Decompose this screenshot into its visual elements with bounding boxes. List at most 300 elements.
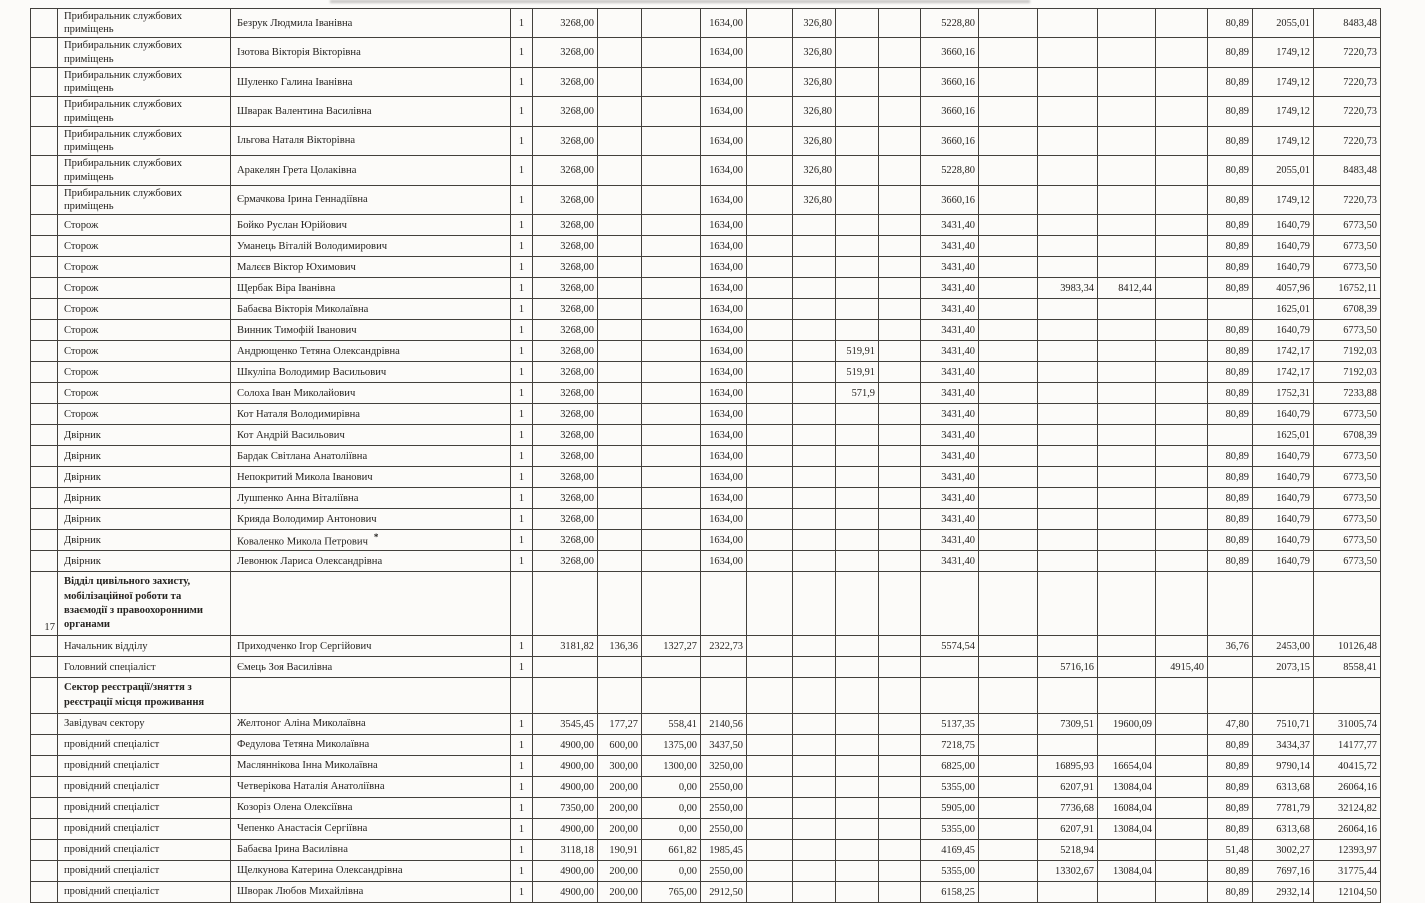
amount-cell: 519,91 [836, 362, 879, 383]
amount-cell [747, 215, 793, 236]
amount-cell [1156, 383, 1208, 404]
staff-count-cell: 1 [511, 530, 533, 551]
page-top-scan-artifact [330, 0, 1030, 3]
amount-cell [979, 9, 1038, 38]
amount-cell: 3431,40 [921, 425, 979, 446]
amount-cell: 1640,79 [1253, 467, 1314, 488]
position-cell: провідний спеціаліст [58, 840, 231, 861]
amount-cell [598, 509, 642, 530]
amount-cell [921, 572, 979, 636]
amount-cell: 1634,00 [701, 156, 747, 185]
amount-cell [979, 185, 1038, 214]
amount-cell: 5228,80 [921, 156, 979, 185]
amount-cell [1156, 236, 1208, 257]
amount-cell: 3431,40 [921, 299, 979, 320]
amount-cell: 1634,00 [701, 551, 747, 572]
amount-cell [1038, 404, 1098, 425]
amount-cell: 4900,00 [533, 756, 598, 777]
row-number-cell [31, 678, 58, 714]
handwritten-mark: * [373, 531, 379, 542]
amount-cell [598, 156, 642, 185]
staff-count-cell: 1 [511, 9, 533, 38]
amount-cell [1098, 467, 1156, 488]
amount-cell [793, 488, 836, 509]
amount-cell: 26064,16 [1314, 777, 1381, 798]
amount-cell [1156, 735, 1208, 756]
amount-cell [598, 362, 642, 383]
amount-cell [879, 735, 921, 756]
amount-cell: 7220,73 [1314, 185, 1381, 214]
amount-cell: 5355,00 [921, 777, 979, 798]
employee-row [31, 882, 1381, 903]
amount-cell: 2550,00 [701, 777, 747, 798]
amount-cell [1156, 572, 1208, 636]
row-number-cell [31, 882, 58, 903]
amount-cell: 6773,50 [1314, 509, 1381, 530]
amount-cell: 6207,91 [1038, 819, 1098, 840]
amount-cell [979, 257, 1038, 278]
staff-count-cell: 1 [511, 257, 533, 278]
amount-cell [1038, 678, 1098, 714]
position-cell: Сторож [58, 236, 231, 257]
section-row [31, 678, 1381, 714]
amount-cell [1156, 257, 1208, 278]
amount-cell [747, 657, 793, 678]
staff-count-cell: 1 [511, 777, 533, 798]
amount-cell: 1634,00 [701, 404, 747, 425]
amount-cell: 4057,96 [1253, 278, 1314, 299]
amount-cell [1098, 530, 1156, 551]
amount-cell [747, 341, 793, 362]
amount-cell: 8558,41 [1314, 657, 1381, 678]
staff-count-cell: 1 [511, 636, 533, 657]
amount-cell: 4900,00 [533, 861, 598, 882]
amount-cell [1156, 777, 1208, 798]
employee-name-cell [231, 572, 511, 636]
position-cell: Двірник [58, 425, 231, 446]
amount-cell [1038, 572, 1098, 636]
employee-row [31, 657, 1381, 678]
amount-cell [1253, 572, 1314, 636]
row-number-cell [31, 861, 58, 882]
amount-cell: 3983,34 [1038, 278, 1098, 299]
amount-cell [598, 38, 642, 67]
amount-cell: 4900,00 [533, 735, 598, 756]
amount-cell [598, 97, 642, 126]
section-title-cell: Сектор реєстрації/зняття з реєстрації місця проживання [58, 678, 231, 714]
amount-cell [701, 657, 747, 678]
amount-cell [979, 425, 1038, 446]
amount-cell [1156, 756, 1208, 777]
amount-cell [879, 678, 921, 714]
amount-cell [793, 509, 836, 530]
amount-cell: 7218,75 [921, 735, 979, 756]
amount-cell: 1640,79 [1253, 530, 1314, 551]
amount-cell [747, 362, 793, 383]
amount-cell [1038, 9, 1098, 38]
employee-name-cell: Єрмачкова Ірина Геннадіївна [231, 185, 511, 214]
amount-cell [836, 299, 879, 320]
amount-cell: 3660,16 [921, 38, 979, 67]
amount-cell: 3268,00 [533, 97, 598, 126]
row-number-cell [31, 714, 58, 735]
amount-cell: 2073,15 [1253, 657, 1314, 678]
amount-cell: 12393,97 [1314, 840, 1381, 861]
employee-name-cell: Крияда Володимир Антонович [231, 509, 511, 530]
amount-cell: 1375,00 [642, 735, 701, 756]
position-cell: Двірник [58, 509, 231, 530]
amount-cell: 3431,40 [921, 488, 979, 509]
amount-cell: 80,89 [1208, 9, 1253, 38]
amount-cell: 3545,45 [533, 714, 598, 735]
amount-cell [1208, 299, 1253, 320]
staff-count-cell: 1 [511, 446, 533, 467]
staff-count-cell: 1 [511, 819, 533, 840]
amount-cell: 8412,44 [1098, 278, 1156, 299]
amount-cell: 3660,16 [921, 185, 979, 214]
amount-cell: 7736,68 [1038, 798, 1098, 819]
amount-cell: 200,00 [598, 798, 642, 819]
employee-row [31, 777, 1381, 798]
employee-row [31, 798, 1381, 819]
amount-cell: 326,80 [793, 156, 836, 185]
amount-cell [747, 97, 793, 126]
amount-cell: 13084,04 [1098, 819, 1156, 840]
amount-cell [642, 551, 701, 572]
staff-count-cell [511, 572, 533, 636]
amount-cell [747, 299, 793, 320]
amount-cell [1038, 446, 1098, 467]
amount-cell [979, 97, 1038, 126]
amount-cell [921, 678, 979, 714]
amount-cell [836, 861, 879, 882]
amount-cell: 80,89 [1208, 756, 1253, 777]
amount-cell: 80,89 [1208, 861, 1253, 882]
amount-cell [701, 572, 747, 636]
amount-cell: 1640,79 [1253, 320, 1314, 341]
amount-cell [793, 446, 836, 467]
amount-cell [1098, 156, 1156, 185]
amount-cell [879, 798, 921, 819]
amount-cell [1314, 678, 1381, 714]
position-cell: Двірник [58, 488, 231, 509]
amount-cell [747, 509, 793, 530]
amount-cell [598, 278, 642, 299]
amount-cell [1098, 572, 1156, 636]
amount-cell: 3431,40 [921, 341, 979, 362]
amount-cell: 3268,00 [533, 299, 598, 320]
row-number-cell [31, 735, 58, 756]
staff-count-cell: 1 [511, 882, 533, 903]
amount-cell: 32124,82 [1314, 798, 1381, 819]
employee-name-cell: Бардак Світлана Анатоліївна [231, 446, 511, 467]
amount-cell [793, 882, 836, 903]
amount-cell [1156, 798, 1208, 819]
amount-cell [1038, 636, 1098, 657]
amount-cell [793, 383, 836, 404]
amount-cell: 10126,48 [1314, 636, 1381, 657]
amount-cell: 1640,79 [1253, 488, 1314, 509]
amount-cell [1098, 362, 1156, 383]
amount-cell: 7192,03 [1314, 362, 1381, 383]
amount-cell [747, 278, 793, 299]
amount-cell: 4169,45 [921, 840, 979, 861]
amount-cell: 80,89 [1208, 156, 1253, 185]
amount-cell [1098, 299, 1156, 320]
amount-cell [879, 362, 921, 383]
amount-cell [979, 636, 1038, 657]
amount-cell: 1634,00 [701, 236, 747, 257]
amount-cell: 3431,40 [921, 257, 979, 278]
amount-cell: 2550,00 [701, 819, 747, 840]
amount-cell [836, 657, 879, 678]
amount-cell: 1634,00 [701, 362, 747, 383]
amount-cell: 3431,40 [921, 215, 979, 236]
amount-cell: 2453,00 [1253, 636, 1314, 657]
amount-cell: 80,89 [1208, 404, 1253, 425]
amount-cell: 3431,40 [921, 278, 979, 299]
amount-cell: 300,00 [598, 756, 642, 777]
amount-cell [1038, 551, 1098, 572]
amount-cell: 3268,00 [533, 362, 598, 383]
staff-count-cell: 1 [511, 278, 533, 299]
position-cell: Прибиральник службових приміщень [58, 126, 231, 155]
amount-cell [642, 678, 701, 714]
amount-cell [642, 9, 701, 38]
amount-cell: 47,80 [1208, 714, 1253, 735]
row-number-cell [31, 257, 58, 278]
employee-name-cell: Ізотова Вікторія Вікторівна [231, 38, 511, 67]
amount-cell [1038, 362, 1098, 383]
employee-name-cell: Безрук Людмила Іванівна [231, 9, 511, 38]
employee-name-cell [231, 678, 511, 714]
amount-cell: 2140,56 [701, 714, 747, 735]
amount-cell: 6773,50 [1314, 551, 1381, 572]
amount-cell: 1749,12 [1253, 126, 1314, 155]
amount-cell [747, 678, 793, 714]
amount-cell: 3268,00 [533, 404, 598, 425]
row-number-cell [31, 777, 58, 798]
amount-cell: 1742,17 [1253, 362, 1314, 383]
amount-cell: 80,89 [1208, 67, 1253, 96]
staff-count-cell [511, 678, 533, 714]
amount-cell: 1634,00 [701, 278, 747, 299]
employee-name-cell: Непокритий Микола Іванович [231, 467, 511, 488]
amount-cell: 7781,79 [1253, 798, 1314, 819]
position-cell: Сторож [58, 215, 231, 236]
amount-cell: 3660,16 [921, 67, 979, 96]
amount-cell [598, 467, 642, 488]
amount-cell [979, 362, 1038, 383]
employee-row [31, 467, 1381, 488]
position-cell: Сторож [58, 341, 231, 362]
employee-name-cell: Шворак Любов Михайлівна [231, 882, 511, 903]
amount-cell [836, 714, 879, 735]
amount-cell: 6773,50 [1314, 467, 1381, 488]
amount-cell [836, 446, 879, 467]
amount-cell [747, 636, 793, 657]
employee-row [31, 714, 1381, 735]
amount-cell [879, 777, 921, 798]
employee-row [31, 38, 1381, 67]
amount-cell: 3268,00 [533, 236, 598, 257]
amount-cell: 6773,50 [1314, 320, 1381, 341]
amount-cell [979, 840, 1038, 861]
amount-cell: 3268,00 [533, 67, 598, 96]
employee-name-cell: Четверікова Наталія Анатоліївна [231, 777, 511, 798]
employee-row [31, 215, 1381, 236]
amount-cell [747, 67, 793, 96]
amount-cell [979, 236, 1038, 257]
amount-cell: 80,89 [1208, 185, 1253, 214]
amount-cell [1156, 67, 1208, 96]
amount-cell: 1640,79 [1253, 446, 1314, 467]
amount-cell [598, 185, 642, 214]
amount-cell [1038, 236, 1098, 257]
amount-cell [642, 341, 701, 362]
amount-cell: 80,89 [1208, 215, 1253, 236]
amount-cell [979, 215, 1038, 236]
amount-cell: 7192,03 [1314, 341, 1381, 362]
row-number-cell: 17 [31, 572, 58, 636]
amount-cell [793, 299, 836, 320]
employee-row [31, 404, 1381, 425]
amount-cell: 3268,00 [533, 383, 598, 404]
amount-cell [642, 362, 701, 383]
amount-cell: 3268,00 [533, 425, 598, 446]
amount-cell [879, 446, 921, 467]
amount-cell [642, 446, 701, 467]
amount-cell [836, 572, 879, 636]
amount-cell [979, 714, 1038, 735]
amount-cell: 3268,00 [533, 278, 598, 299]
amount-cell: 7309,51 [1038, 714, 1098, 735]
staff-count-cell: 1 [511, 735, 533, 756]
position-cell: Начальник відділу [58, 636, 231, 657]
position-cell: Двірник [58, 551, 231, 572]
amount-cell: 3268,00 [533, 215, 598, 236]
amount-cell [642, 257, 701, 278]
position-cell: Двірник [58, 530, 231, 551]
position-cell: Сторож [58, 257, 231, 278]
amount-cell [879, 714, 921, 735]
amount-cell [793, 798, 836, 819]
amount-cell: 3268,00 [533, 257, 598, 278]
row-number-cell [31, 383, 58, 404]
amount-cell: 571,9 [836, 383, 879, 404]
amount-cell: 3431,40 [921, 551, 979, 572]
amount-cell [642, 383, 701, 404]
amount-cell: 5218,94 [1038, 840, 1098, 861]
amount-cell: 80,89 [1208, 530, 1253, 551]
employee-row [31, 341, 1381, 362]
amount-cell [793, 861, 836, 882]
employee-name-cell: Желтоног Аліна Миколаївна [231, 714, 511, 735]
amount-cell: 1634,00 [701, 383, 747, 404]
amount-cell: 7220,73 [1314, 126, 1381, 155]
amount-cell [1098, 215, 1156, 236]
amount-cell [836, 126, 879, 155]
amount-cell [879, 509, 921, 530]
amount-cell: 3268,00 [533, 551, 598, 572]
amount-cell: 40415,72 [1314, 756, 1381, 777]
amount-cell [879, 67, 921, 96]
amount-cell: 5905,00 [921, 798, 979, 819]
amount-cell [747, 756, 793, 777]
amount-cell: 326,80 [793, 67, 836, 96]
amount-cell: 1300,00 [642, 756, 701, 777]
amount-cell [979, 530, 1038, 551]
amount-cell [1098, 126, 1156, 155]
amount-cell [1156, 819, 1208, 840]
amount-cell [1098, 67, 1156, 96]
amount-cell: 1634,00 [701, 126, 747, 155]
amount-cell [1208, 572, 1253, 636]
amount-cell [979, 341, 1038, 362]
amount-cell: 6773,50 [1314, 530, 1381, 551]
amount-cell [1156, 425, 1208, 446]
staff-count-cell: 1 [511, 97, 533, 126]
amount-cell [1156, 9, 1208, 38]
amount-cell [747, 38, 793, 67]
amount-cell [1038, 97, 1098, 126]
amount-cell: 1634,00 [701, 97, 747, 126]
amount-cell [1156, 678, 1208, 714]
position-cell: Сторож [58, 383, 231, 404]
amount-cell [1098, 636, 1156, 657]
amount-cell: 3434,37 [1253, 735, 1314, 756]
amount-cell: 13084,04 [1098, 777, 1156, 798]
amount-cell [747, 257, 793, 278]
amount-cell [793, 320, 836, 341]
amount-cell [1098, 404, 1156, 425]
amount-cell: 5574,54 [921, 636, 979, 657]
amount-cell [1208, 678, 1253, 714]
amount-cell [793, 678, 836, 714]
amount-cell [1156, 446, 1208, 467]
amount-cell [747, 777, 793, 798]
amount-cell: 6773,50 [1314, 257, 1381, 278]
amount-cell [1156, 404, 1208, 425]
amount-cell: 36,76 [1208, 636, 1253, 657]
amount-cell [836, 156, 879, 185]
amount-cell [747, 236, 793, 257]
amount-cell [979, 156, 1038, 185]
amount-cell [642, 488, 701, 509]
employee-name-cell: Лушпенко Анна Віталіївна [231, 488, 511, 509]
position-cell: провідний спеціаліст [58, 798, 231, 819]
amount-cell [747, 467, 793, 488]
amount-cell [879, 404, 921, 425]
amount-cell: 6773,50 [1314, 404, 1381, 425]
amount-cell: 3437,50 [701, 735, 747, 756]
amount-cell [1038, 488, 1098, 509]
amount-cell [836, 777, 879, 798]
amount-cell: 31005,74 [1314, 714, 1381, 735]
staff-count-cell: 1 [511, 714, 533, 735]
amount-cell [879, 530, 921, 551]
amount-cell [1098, 446, 1156, 467]
amount-cell [1208, 425, 1253, 446]
amount-cell: 1749,12 [1253, 185, 1314, 214]
amount-cell [1156, 636, 1208, 657]
amount-cell: 6313,68 [1253, 819, 1314, 840]
employee-row [31, 735, 1381, 756]
amount-cell [642, 236, 701, 257]
amount-cell [1038, 185, 1098, 214]
employee-name-cell: Шварак Валентина Василівна [231, 97, 511, 126]
employee-row [31, 446, 1381, 467]
